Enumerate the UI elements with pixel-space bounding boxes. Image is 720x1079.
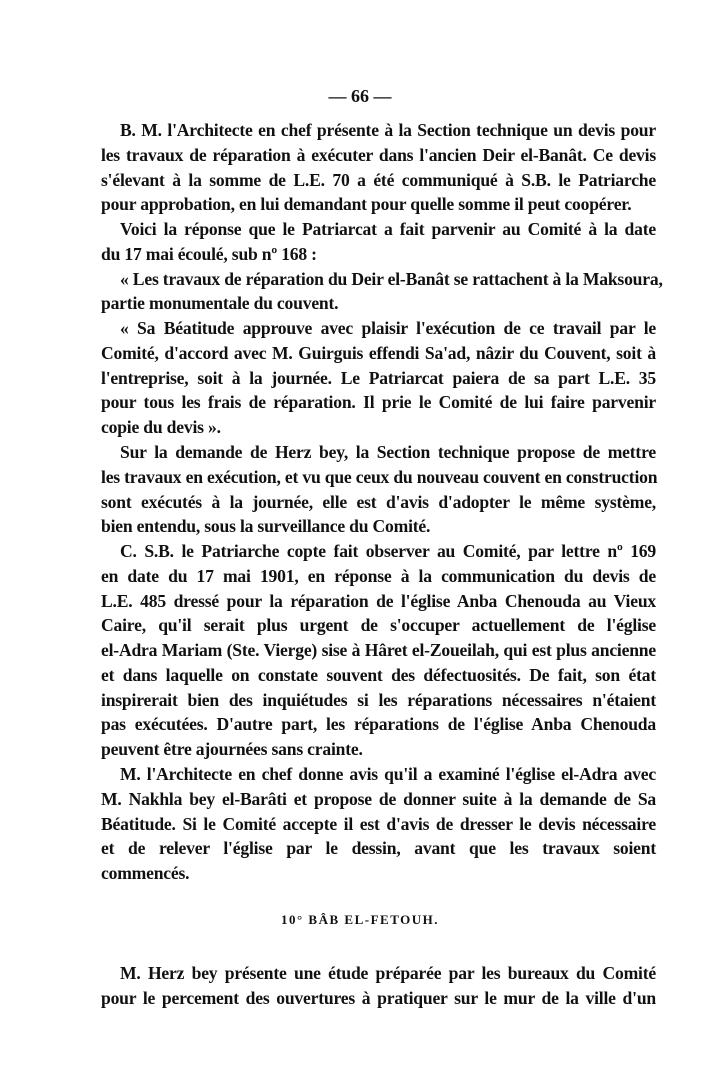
text-line: et dans laquelle on constate souvent des défectuosités. De fait, son état [101, 664, 656, 685]
text-line: copie du devis ». [101, 417, 221, 438]
text-line: B. M. l'Architecte en chef présente à la Section technique un devis pour [120, 120, 656, 140]
page-number: — 66 — [328, 86, 392, 106]
text-line: les travaux de réparation à exécuter dans l'ancien Deir el-Banât. Ce devis [101, 144, 656, 165]
text-line: pour approbation, en lui demandant pour quelle somme il peut coopérer. [101, 194, 632, 215]
text-line: el-Adra Mariam (Ste. Vierge) sise à Hâret el-Zoueilah, qui est plus ancienne [101, 640, 656, 661]
text-line: et de relever l'église par le dessin, avant que les travaux soient [101, 838, 656, 859]
text-line: « Les travaux de réparation du Deir el-Banât se rattachent à la Maksoura, [120, 268, 663, 289]
text-line: Béatitude. Si le Comité accepte il est d'avis de dresser le devis nécessaire [101, 813, 656, 834]
text-line: peuvent être ajournées sans crainte. [101, 739, 363, 760]
text-line: Sur la demande de Herz bey, la Section technique propose de mettre [120, 442, 656, 462]
text-line: pour le percement des ouvertures à pratiquer sur le mur de la ville d'un [101, 988, 656, 1008]
text-line: Voici la réponse que le Patriarcat a fait parvenir au Comité à la date [120, 219, 656, 240]
text-line: l'entreprise, soit à la journée. Le Patriarcat paiera de sa part L.E. 35 [101, 367, 656, 388]
text-line: du 17 mai écoulé, sub nº 168 : [101, 243, 317, 264]
text-line: M. Nakhla bey el-Barâti et propose de donner suite à la demande de Sa [101, 788, 656, 809]
text-line: Comité, d'accord avec M. Guirguis effendi Sa'ad, nâzir du Couvent, soit à [101, 342, 656, 363]
text-line: en date du 17 mai 1901, en réponse à la communication du devis de [101, 565, 656, 586]
text-line: « Sa Béatitude approuve avec plaisir l'exécution de ce travail par le [120, 318, 656, 339]
text-line: pas exécutées. D'autre part, les réparations de l'église Anba Chenouda [101, 714, 656, 735]
text-line: inspirerait bien des inquiétudes si les réparations nécessaires n'étaient [101, 689, 656, 710]
text-line: C. S.B. le Patriarche copte fait observer au Comité, par lettre nº 169 [120, 541, 656, 562]
text-line: L.E. 485 dressé pour la réparation de l'église Anba Chenouda au Vieux [101, 590, 656, 611]
text-line: M. Herz bey présente une étude préparée par les bureaux du Comité [120, 963, 656, 983]
text-line: commencés. [101, 863, 190, 884]
text-line: sont exécutés à la journée, elle est d'avis d'adopter le même système, [101, 491, 656, 512]
text-line: pour tous les frais de réparation. Il prie le Comité de lui faire parvenir [101, 392, 656, 413]
text-line: Caire, qu'il serait plus urgent de s'occuper actuellement de l'église [101, 615, 656, 636]
text-line: M. l'Architecte en chef donne avis qu'il a examiné l'église el-Adra avec [120, 764, 656, 785]
text-line: s'élevant à la somme de L.E. 70 a été communiqué à S.B. le Patriarche [101, 169, 656, 190]
section-heading: 10° BÂB EL-FETOUH. [280, 912, 439, 927]
text-line: partie monumentale du couvent. [101, 293, 339, 314]
text-line: bien entendu, sous la surveillance du Comité. [101, 516, 431, 537]
text-line: les travaux en exécution, et vu que ceux du nouveau couvent en construction [101, 466, 658, 487]
